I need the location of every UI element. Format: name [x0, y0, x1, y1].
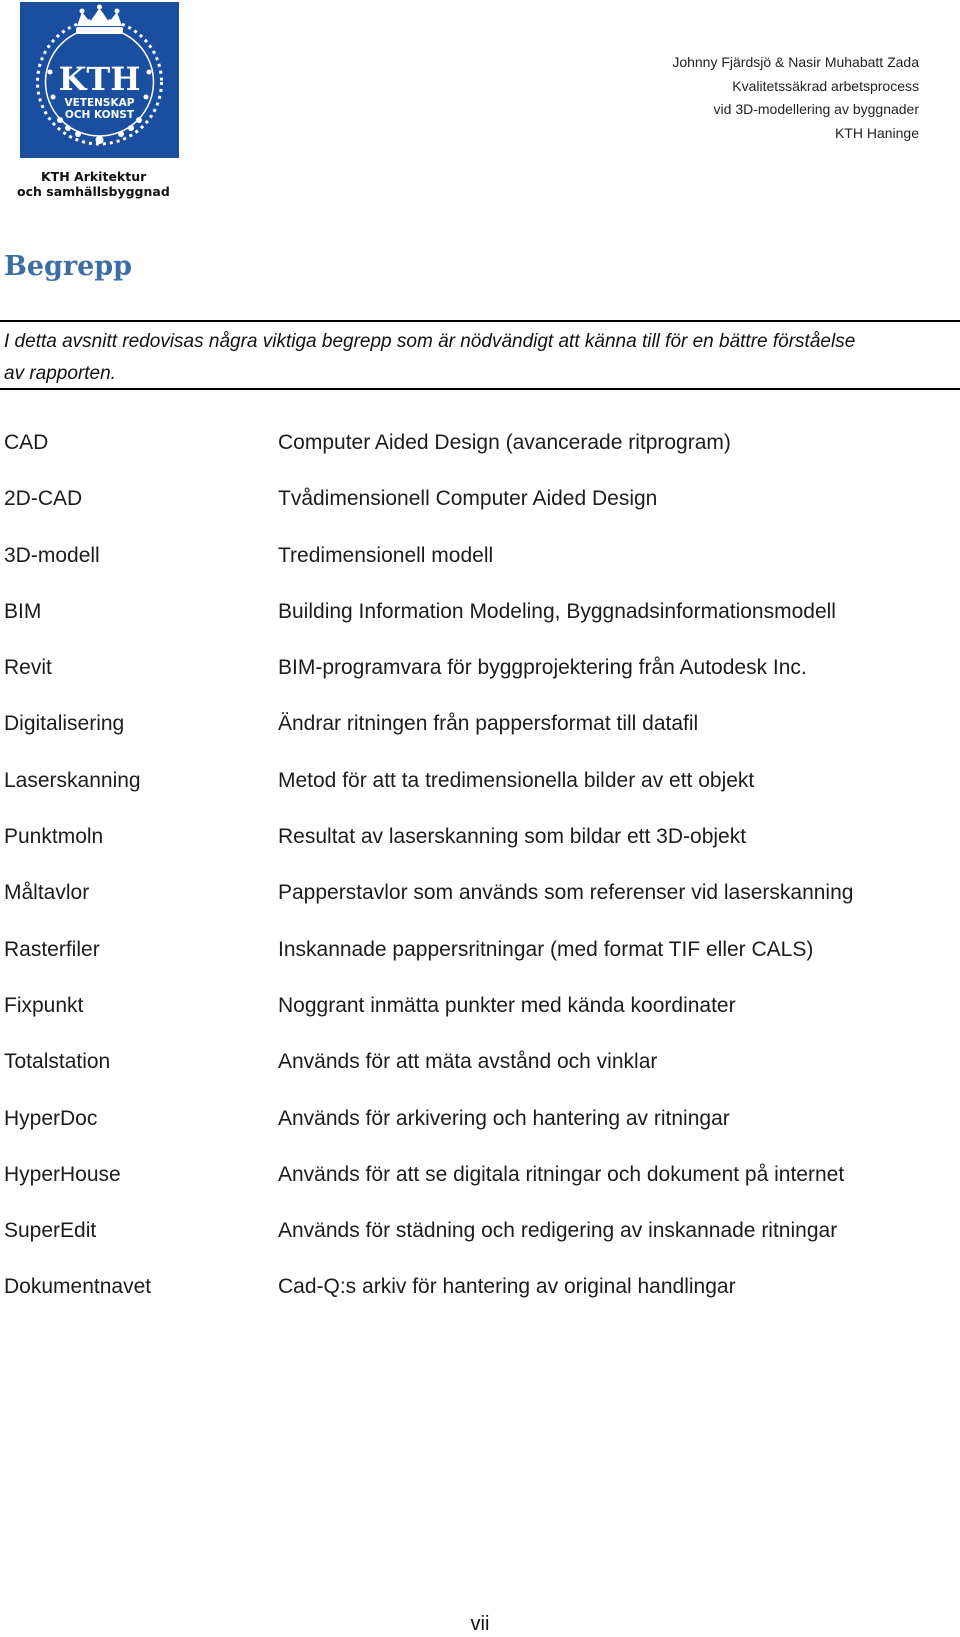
glossary-definition: Används för att se digitala ritningar och dokument på internet — [278, 1162, 845, 1186]
glossary-row — [0, 1272, 960, 1328]
glossary-definition: Ändrar ritningen från pappersformat till datafil — [278, 712, 699, 736]
glossary-definition: Inskannade pappersritningar (med format TIF eller CALS) — [278, 937, 814, 961]
glossary-definition: Papperstavlor som används som referenser vid laserskanning — [278, 881, 854, 905]
glossary-row — [0, 653, 960, 709]
glossary-row — [0, 1160, 960, 1216]
glossary-definition: Används för att mäta avstånd och vinklar — [278, 1050, 658, 1074]
glossary-row — [0, 1047, 960, 1103]
intro-box — [0, 320, 960, 390]
glossary-row — [0, 597, 960, 653]
glossary-row — [0, 484, 960, 540]
glossary-definition: Cad-Q:s arkiv för hantering av original handlingar — [278, 1275, 736, 1299]
glossary-definition: Computer Aided Design (avancerade ritprogram) — [278, 431, 731, 454]
glossary-term: BIM — [4, 599, 42, 623]
glossary-term: Fixpunkt — [4, 993, 84, 1017]
glossary-definition: Building Information Modeling, Byggnadsinformationsmodell — [278, 599, 836, 623]
glossary-definition: Används för städning och redigering av inskannade ritningar — [278, 1219, 838, 1243]
glossary-row — [0, 709, 960, 765]
glossary-list — [0, 428, 960, 1329]
glossary-definition: Resultat av laserskanning som bildar ett 3D-objekt — [278, 825, 747, 849]
glossary-row — [0, 541, 960, 597]
glossary-row — [0, 766, 960, 822]
glossary-row — [0, 878, 960, 934]
glossary-term: Dokumentnavet — [4, 1275, 152, 1299]
section-title: Begrepp — [4, 251, 133, 282]
glossary-definition: Tvådimensionell Computer Aided Design — [278, 487, 658, 511]
glossary-term: Revit — [4, 656, 52, 680]
glossary-definition: Tredimensionell modell — [278, 543, 494, 567]
glossary-term: Digitalisering — [4, 712, 125, 736]
glossary-term: HyperDoc — [4, 1106, 98, 1130]
glossary-term: 3D-modell — [4, 543, 100, 567]
glossary-definition: BIM-programvara för byggprojektering från Autodesk Inc. — [278, 656, 807, 680]
header-title-line-2: vid 3D-modellering av byggnader — [713, 101, 919, 117]
logo-line-2: OCH KONST — [64, 109, 135, 121]
department-line-2: och samhällsbyggnad — [17, 184, 170, 199]
glossary-term: HyperHouse — [4, 1162, 121, 1186]
logo-line-1: VETENSKAP — [64, 97, 135, 109]
glossary-definition: Används för arkivering och hantering av ritningar — [278, 1106, 730, 1130]
department-line-1: KTH Arkitektur — [41, 169, 147, 184]
glossary-term: Totalstation — [4, 1050, 111, 1074]
glossary-term: CAD — [4, 431, 49, 454]
glossary-term: 2D-CAD — [4, 487, 83, 511]
glossary-row — [0, 935, 960, 991]
header-authors: Johnny Fjärdsjö & Nasir Muhabatt Zada — [672, 54, 919, 70]
running-header — [672, 51, 919, 145]
glossary-term: Punktmoln — [4, 825, 104, 849]
kth-seal-icon — [20, 2, 179, 158]
glossary-row — [0, 991, 960, 1047]
header-title-line-1: Kvalitetssäkrad arbetsprocess — [732, 77, 919, 94]
glossary-row — [0, 1104, 960, 1160]
glossary-row — [0, 428, 960, 484]
glossary-term: Rasterfiler — [4, 937, 100, 961]
glossary-row — [0, 1216, 960, 1272]
glossary-term: SuperEdit — [4, 1219, 97, 1243]
glossary-definition: Noggrant inmätta punkter med kända koordinater — [278, 993, 736, 1017]
glossary-term: Laserskanning — [4, 768, 141, 792]
glossary-term: Måltavlor — [4, 881, 90, 905]
department-name — [17, 169, 217, 199]
header-location: KTH Haninge — [834, 124, 919, 141]
page-number: vii — [470, 1613, 490, 1635]
kth-logo — [20, 2, 179, 158]
glossary-definition: Metod för att ta tredimensionella bilder av ett objekt — [278, 768, 755, 792]
intro-text: I detta avsnitt redovisas några viktiga begrepp som är nödvändigt att känna till för en bättre förståelse av rapporten. — [4, 331, 856, 384]
glossary-row — [0, 822, 960, 878]
logo-name: KTH — [58, 60, 141, 98]
